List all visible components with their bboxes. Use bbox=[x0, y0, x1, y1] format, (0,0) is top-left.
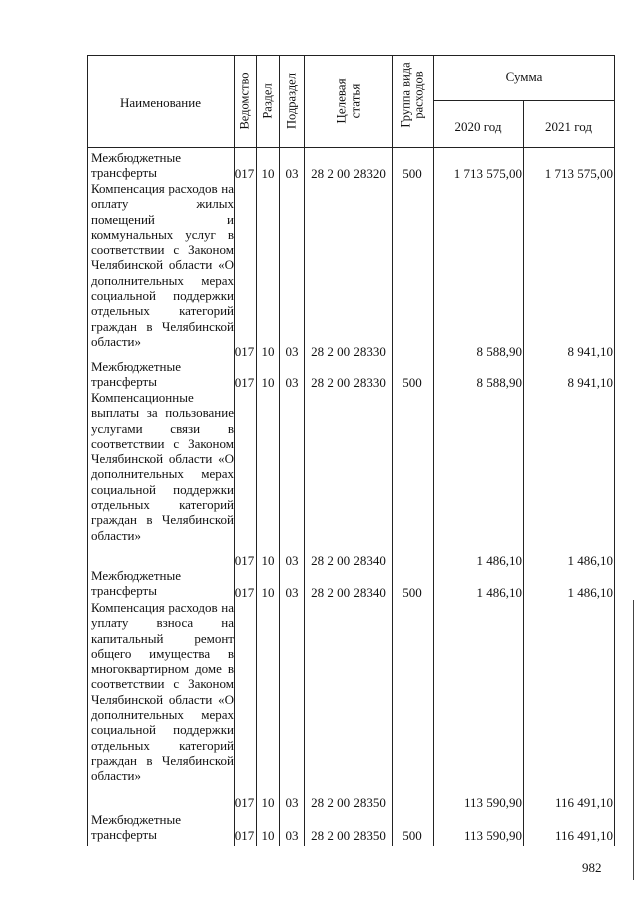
row-podrazdel: 03 bbox=[285, 166, 299, 181]
row-name: Межбюджетные трансферты bbox=[91, 568, 181, 599]
row-amount-2021: 116 491,10 bbox=[554, 828, 613, 843]
row-ved: 017 bbox=[234, 828, 255, 843]
header-name: Наименование bbox=[120, 95, 201, 110]
header-year-2021: 2021 год bbox=[545, 119, 592, 134]
row-razdel: 10 bbox=[261, 795, 275, 810]
row-podrazdel: 03 bbox=[285, 585, 299, 600]
row-celevaya: 28 2 00 28330 bbox=[311, 375, 386, 390]
row-celevaya: 28 2 00 28340 bbox=[311, 585, 386, 600]
row-name: Межбюджетные трансферты bbox=[91, 359, 181, 390]
row-gruppa: 500 bbox=[402, 375, 422, 390]
row-razdel: 10 bbox=[261, 166, 275, 181]
row-name: Межбюджетные трансферты bbox=[91, 812, 181, 843]
row-podrazdel: 03 bbox=[285, 828, 299, 843]
col-border bbox=[614, 55, 615, 846]
page-number: 982 bbox=[582, 860, 602, 875]
row-amount-2020: 1 713 575,00 bbox=[453, 166, 522, 181]
header-bottom-border bbox=[87, 147, 615, 148]
row-celevaya: 28 2 00 28350 bbox=[311, 795, 386, 810]
row-gruppa: 500 bbox=[402, 166, 422, 181]
row-amount-2021: 1 486,10 bbox=[567, 585, 613, 600]
row-amount-2021: 8 941,10 bbox=[567, 375, 613, 390]
row-gruppa: 500 bbox=[402, 585, 422, 600]
row-celevaya: 28 2 00 28340 bbox=[311, 553, 386, 568]
row-ved: 017 bbox=[234, 553, 255, 568]
row-podrazdel: 03 bbox=[285, 344, 299, 359]
row-amount-2020: 1 486,10 bbox=[476, 585, 522, 600]
row-amount-2020: 1 486,10 bbox=[476, 553, 522, 568]
row-amount-2020: 113 590,90 bbox=[463, 828, 522, 843]
row-celevaya: 28 2 00 28350 bbox=[311, 828, 386, 843]
header-podrazdel: Подраздел bbox=[284, 73, 299, 129]
col-border bbox=[523, 100, 524, 846]
row-celevaya: 28 2 00 28330 bbox=[311, 344, 386, 359]
row-amount-2021: 116 491,10 bbox=[554, 795, 613, 810]
row-razdel: 10 bbox=[261, 344, 275, 359]
row-podrazdel: 03 bbox=[285, 553, 299, 568]
row-name: Компенсация расходов на оплату жилых помещений и коммунальных услуг в соответствии с Законом Челябинской области «О дополнительных мерах социальной поддержки отдельных категорий граждан в Челябинской области» bbox=[91, 181, 234, 349]
row-razdel: 10 bbox=[261, 828, 275, 843]
row-ved: 017 bbox=[234, 375, 255, 390]
row-podrazdel: 03 bbox=[285, 375, 299, 390]
row-ved: 017 bbox=[234, 166, 255, 181]
header-celevaya-line2: статья bbox=[347, 83, 363, 119]
header-gruppa-line1: Группа вида bbox=[398, 62, 413, 128]
table-top-border bbox=[87, 55, 615, 56]
row-razdel: 10 bbox=[261, 375, 275, 390]
row-name: Компенсационные выплаты за пользование услугами связи в соответствии с Законом Челябинской области «О дополнительных мерах социальной поддержки отдельных категорий граждан в Челябинской области» bbox=[91, 390, 234, 543]
row-podrazdel: 03 bbox=[285, 795, 299, 810]
row-razdel: 10 bbox=[261, 553, 275, 568]
row-amount-2021: 8 941,10 bbox=[567, 344, 613, 359]
header-razdel: Раздел bbox=[260, 83, 275, 119]
header-gruppa-line2: расходов bbox=[411, 71, 426, 119]
row-amount-2021: 1 486,10 bbox=[567, 553, 613, 568]
row-celevaya: 28 2 00 28320 bbox=[311, 166, 386, 181]
header-year-2020: 2020 год bbox=[454, 119, 502, 134]
row-ved: 017 bbox=[234, 585, 255, 600]
header-ved: Ведомство bbox=[237, 72, 252, 130]
col-border bbox=[304, 55, 305, 846]
row-amount-2020: 8 588,90 bbox=[476, 375, 522, 390]
row-name: Компенсация расходов на уплату взноса на капитальный ремонт общего имущества в многоквартирном доме в соответствии с Законом Челябинской области «О дополнительных мерах социальной поддержки отдельных категорий граждан в Челябинской области» bbox=[91, 600, 234, 784]
col-border bbox=[87, 55, 88, 846]
row-name: Межбюджетные трансферты bbox=[91, 150, 181, 181]
row-gruppa: 500 bbox=[402, 828, 422, 843]
row-razdel: 10 bbox=[261, 585, 275, 600]
row-ved: 017 bbox=[234, 344, 255, 359]
year-header-divider bbox=[433, 100, 615, 101]
row-amount-2020: 8 588,90 bbox=[476, 344, 522, 359]
row-amount-2021: 1 713 575,00 bbox=[544, 166, 613, 181]
row-amount-2020: 113 590,90 bbox=[463, 795, 522, 810]
row-ved: 017 bbox=[234, 795, 255, 810]
budget-table bbox=[87, 55, 615, 846]
header-summa: Сумма bbox=[505, 69, 543, 84]
header-celevaya-line1: Целевая bbox=[333, 78, 349, 124]
scan-edge-line bbox=[633, 600, 634, 880]
